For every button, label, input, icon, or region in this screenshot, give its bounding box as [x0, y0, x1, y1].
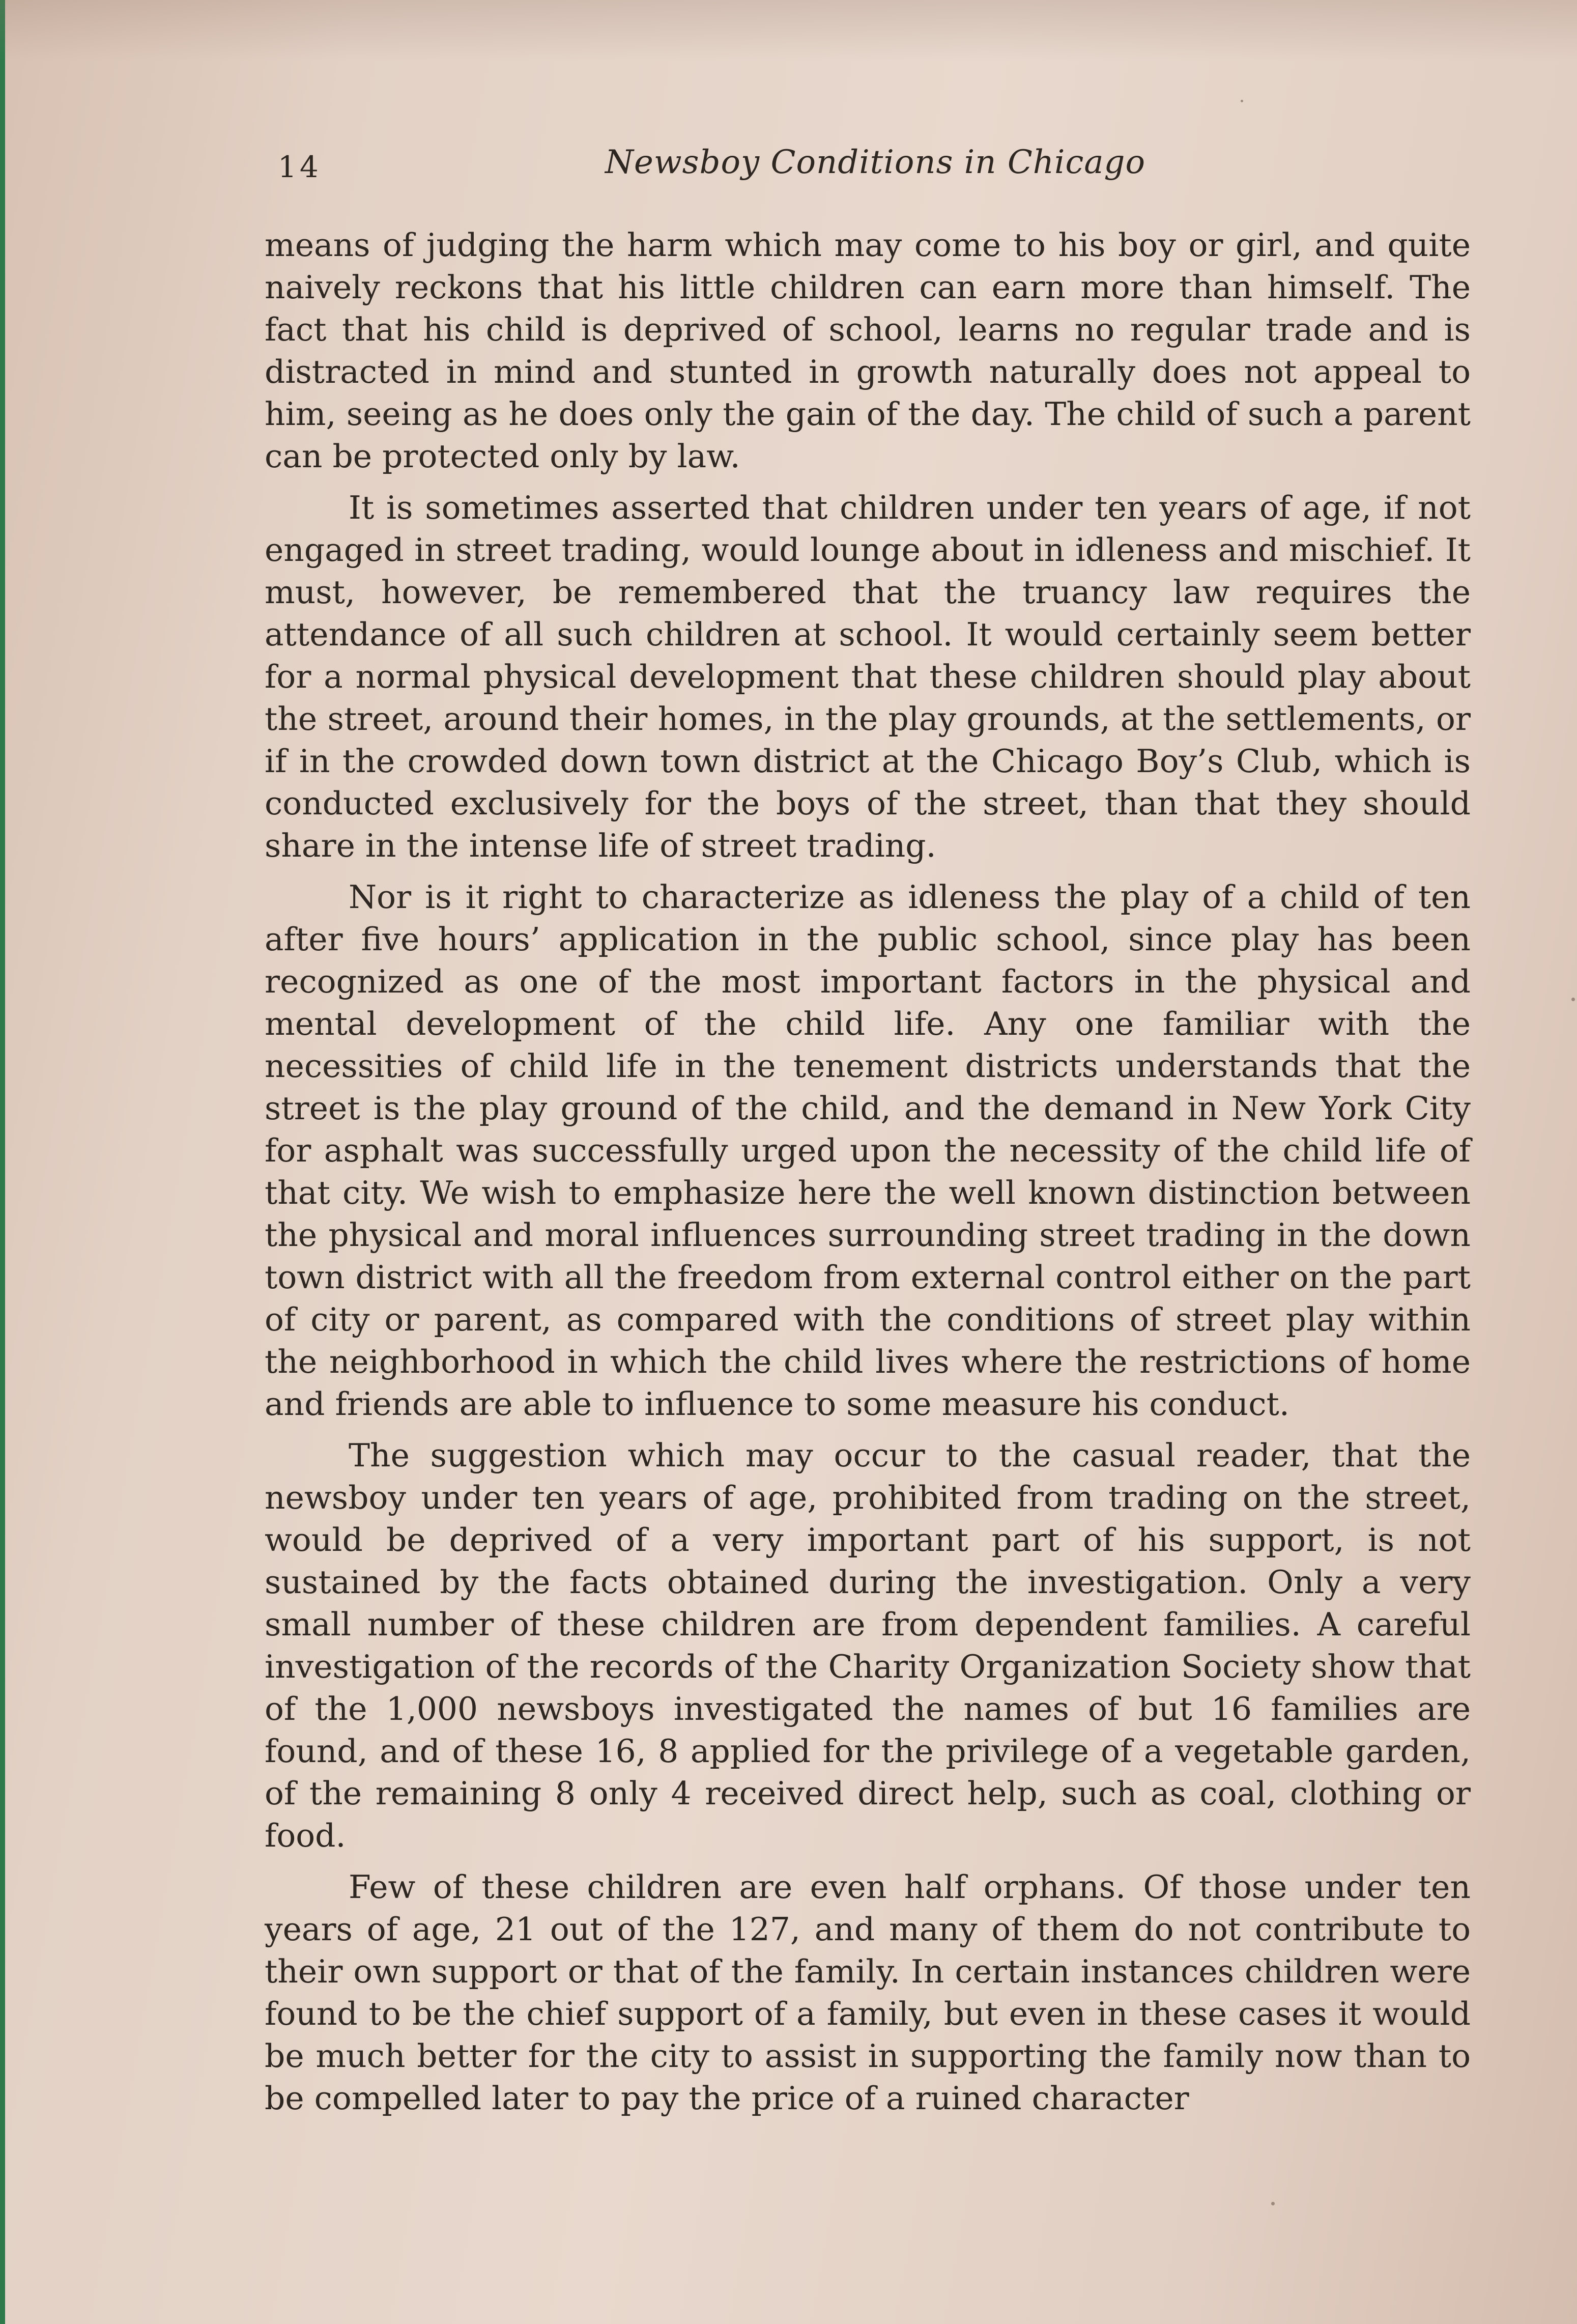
page-header: [270, 144, 1481, 200]
paper-speck: [1241, 100, 1243, 102]
paragraph-street-trading: It is sometimes asserted that children under ten years of age, if not engaged in street trading, would lounge about in idleness and mischief. It must, however, be remembered that the truancy law requires the attendance of all such children at school. It would certainly seem better for a normal physical development that these children should play about the street, around their homes, in the play grounds, at the settlements, or if in the crowded down town district at the Chicago Boy’s Club, which is conducted exclusively for the boys of the street, than that they should share in the intense life of street trading.: [265, 489, 1471, 864]
paragraph-orphans: Few of these children are even half orphans. Of those under ten years of age, 21 out of the 127, and many of them do not contribute to their own support or that of the family. In certain instances children were found to be the chief support of a family, but even in these cases it would be much better for the city to assist in supporting the family now than to be compelled later to pay the price of a ruined character: [265, 1868, 1471, 2117]
paragraph-continuation: means of judging the harm which may come to his boy or girl, and quite naively reckons that his little children can earn more than himself. The fact that his child is deprived of school, learns no regular trade and is distracted in mind and stunted in growth naturally does not appeal to him, seeing as he does only the gain of the day. The child of such a parent can be protected only by law.: [265, 226, 1471, 475]
page-shadow: [0, 0, 1577, 61]
paper-speck: [1571, 998, 1575, 1001]
paragraph-play-idleness: Nor is it right to characterize as idleness the play of a child of ten after five hours’ application in the public school, since play has been recognized as one of the most important factors in the physical and mental development of the child life. Any one familiar with the necessities of child life in the tenement districts understands that the street is the play ground of the child, and the demand in New York City for asphalt was successfully urged upon the necessity of the child life of that city. We wish to emphasize here the well known distinction between the physical and moral influences surrounding street trading in the down town district with all the freedom from external control either on the part of city or parent, as compared with the conditions of street play within the neighborhood in which the child lives where the restrictions of home and friends are able to influence to some measure his conduct.: [265, 878, 1471, 1423]
paper-speck: [1271, 2202, 1275, 2205]
body-text: [265, 224, 1471, 2129]
running-title: Newsboy Conditions in Chicago: [605, 144, 1145, 181]
binding-edge: [0, 0, 5, 2324]
page-number: 14: [278, 150, 322, 184]
paragraph-support: The suggestion which may occur to the casual reader, that the newsboy under ten years of age, prohibited from trading on the street, would be deprived of a very important part of his support, is not sustained by the facts obtained during the investigation. Only a very small number of these children are from dependent families. A careful investigation of the records of the Charity Organization Society show that of the 1,000 newsboys investigated the names of but 16 families are found, and of these 16, 8 applied for the privilege of a vegetable garden, of the remaining 8 only 4 received direct help, such as coal, clothing or food.: [265, 1437, 1471, 1854]
